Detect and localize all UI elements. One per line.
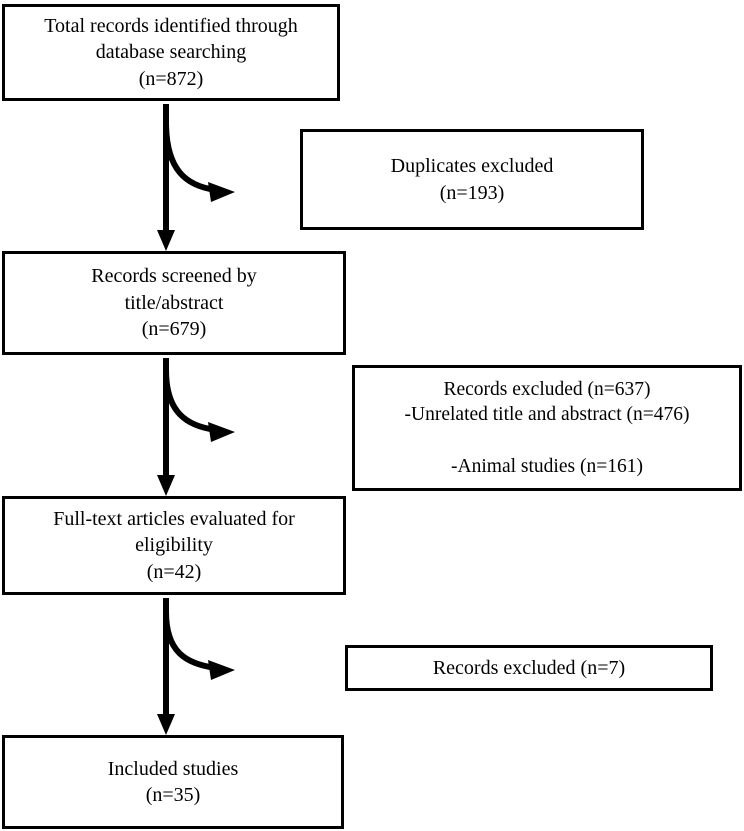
node-line: -Animal studies (n=161) [451, 455, 643, 477]
node-line: Included studies [107, 757, 239, 780]
node-line: -Unrelated title and abstract (n=476) [404, 404, 690, 426]
node-spacer [545, 428, 550, 454]
node-line: Records screened by [91, 265, 257, 288]
node-line: eligibility [135, 534, 213, 557]
node-line: database searching [95, 41, 247, 64]
node-line: Records excluded (n=7) [432, 656, 626, 679]
node-fulltext-evaluated [2, 496, 346, 595]
node-records-screened [2, 251, 346, 355]
node-line: Duplicates excluded [390, 155, 554, 178]
node-line: Total records identified through [44, 14, 298, 37]
node-line: Records excluded (n=637) [443, 378, 651, 400]
node-count: (n=193) [439, 181, 505, 204]
node-records-excluded-fulltext [345, 645, 713, 691]
node-records-identified [2, 4, 340, 101]
node-count: (n=872) [138, 67, 204, 90]
node-duplicates-excluded [300, 129, 644, 230]
node-count: (n=679) [141, 318, 207, 341]
node-included-studies [2, 735, 344, 829]
node-line: Full-text articles evaluated for [53, 507, 295, 530]
node-line: title/abstract [124, 291, 224, 314]
node-count: (n=35) [145, 784, 201, 806]
node-count: (n=42) [146, 560, 202, 583]
node-records-excluded-screening [352, 365, 742, 491]
